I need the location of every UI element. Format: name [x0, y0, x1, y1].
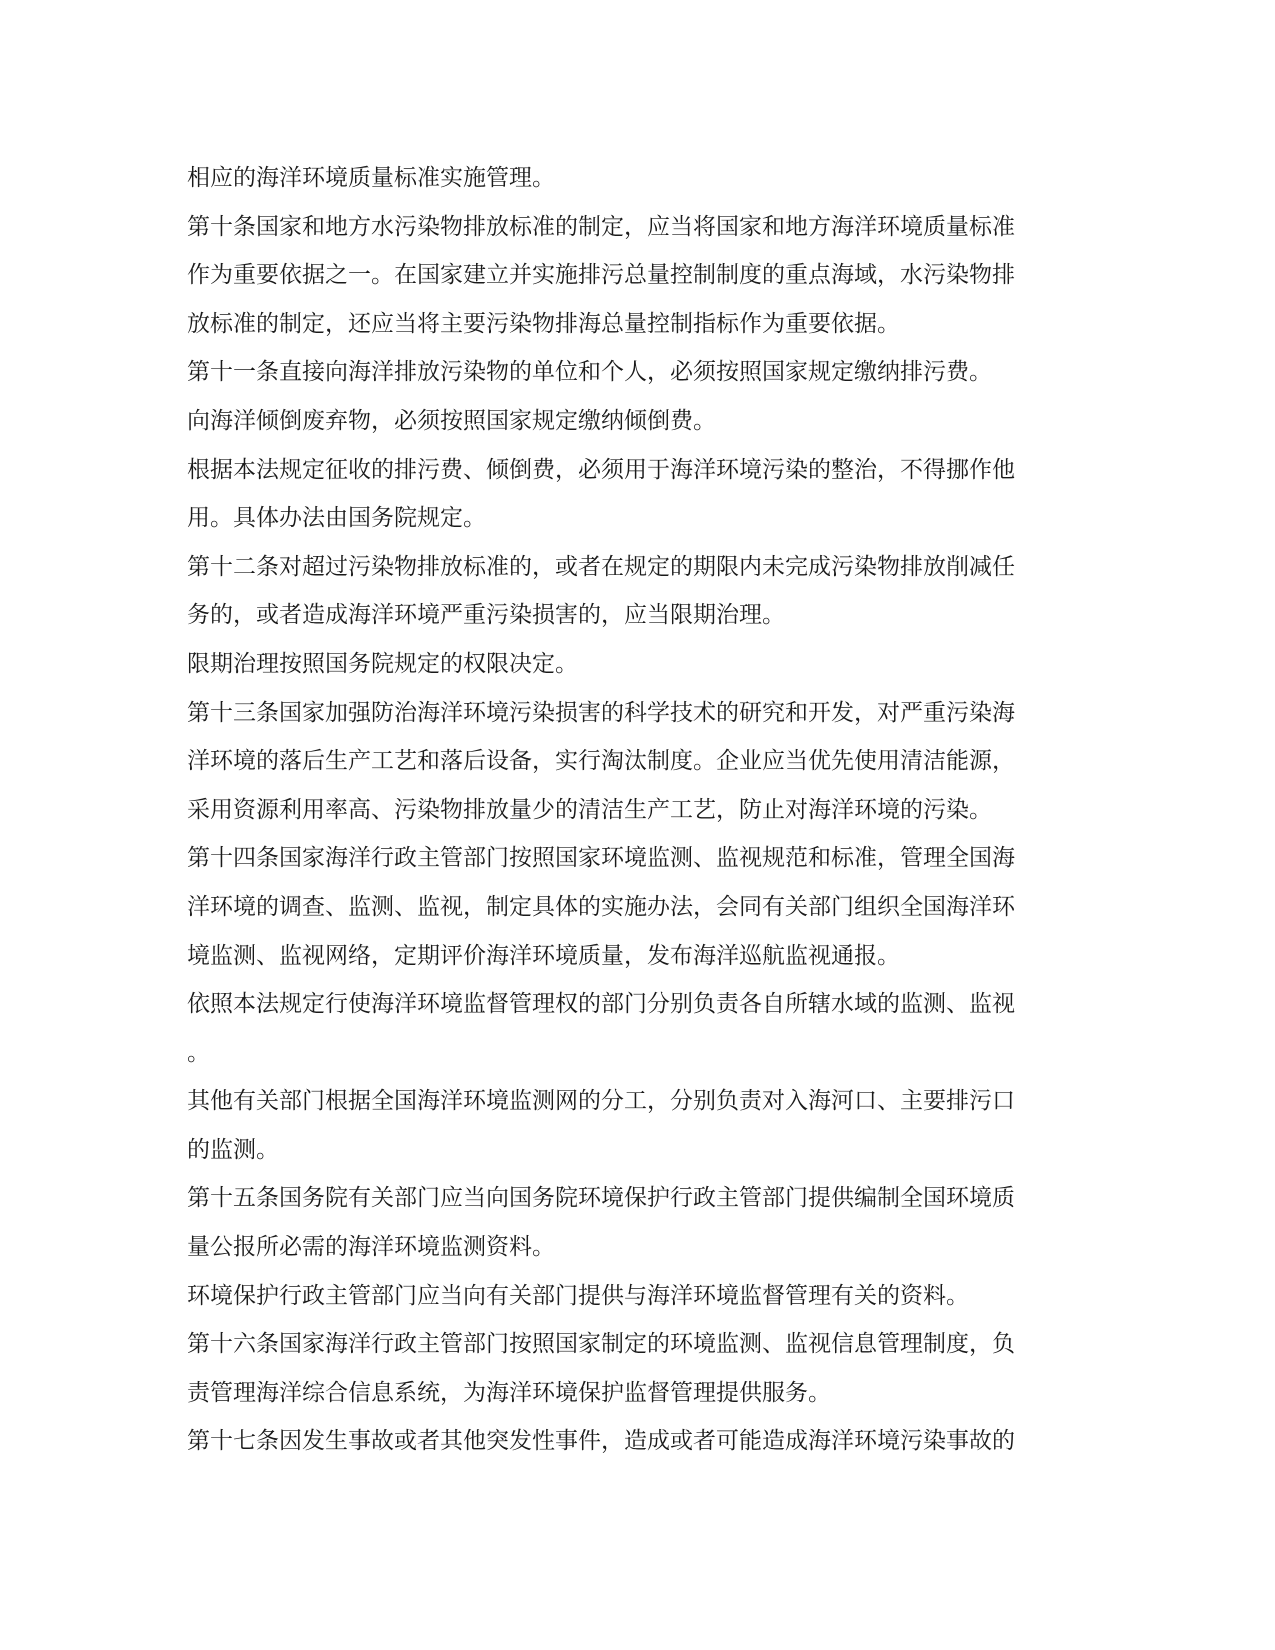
text-line: 的监测。	[187, 1136, 279, 1163]
body-text	[187, 154, 1087, 1466]
text-line: 向海洋倾倒废弃物，必须按照国家规定缴纳倾倒费。	[187, 407, 716, 434]
text-line: 洋环境的落后生产工艺和落后设备，实行淘汰制度。企业应当优先使用清洁能源，	[187, 748, 1015, 775]
text-line: 第十三条国家加强防治海洋环境污染损害的科学技术的研究和开发，对严重污染海	[187, 699, 1015, 726]
text-line: 环境保护行政主管部门应当向有关部门提供与海洋环境监督管理有关的资料。	[187, 1282, 969, 1309]
text-line: 相应的海洋环境质量标准实施管理。	[187, 165, 555, 191]
text-line: 责管理海洋综合信息系统，为海洋环境保护监督管理提供服务。	[187, 1379, 831, 1406]
text-line: 采用资源利用率高、污染物排放量少的清洁生产工艺，防止对海洋环境的污染。	[187, 796, 992, 823]
text-line: 洋环境的调查、监测、监视，制定具体的实施办法，会同有关部门组织全国海洋环	[187, 893, 1015, 920]
text-line: 依照本法规定行使海洋环境监督管理权的部门分别负责各自所辖水域的监测、监视	[187, 991, 1015, 1018]
text-line: 作为重要依据之一。在国家建立并实施排污总量控制制度的重点海域，水污染物排	[187, 262, 1015, 289]
text-line: 限期治理按照国务院规定的权限决定。	[187, 650, 578, 677]
text-line: 其他有关部门根据全国海洋环境监测网的分工，分别负责对入海河口、主要排污口	[187, 1088, 1015, 1115]
text-line: 务的，或者造成海洋环境严重污染损害的，应当限期治理。	[187, 602, 785, 629]
text-line: 境监测、监视网络，定期评价海洋环境质量，发布海洋巡航监视通报。	[187, 942, 900, 969]
text-line: 放标准的制定，还应当将主要污染物排海总量控制指标作为重要依据。	[187, 310, 900, 337]
text-line: 第十六条国家海洋行政主管部门按照国家制定的环境监测、监视信息管理制度，负	[187, 1331, 1015, 1358]
text-line: 第十五条国务院有关部门应当向国务院环境保护行政主管部门提供编制全国环境质	[187, 1185, 1015, 1212]
text-line: 量公报所必需的海洋环境监测资料。	[187, 1234, 555, 1261]
text-line: 用。具体办法由国务院规定。	[187, 505, 486, 532]
text-line: 第十条国家和地方水污染物排放标准的制定，应当将国家和地方海洋环境质量标准	[187, 213, 1015, 240]
text-line: 第十一条直接向海洋排放污染物的单位和个人，必须按照国家规定缴纳排污费。	[187, 359, 992, 386]
text-line: 根据本法规定征收的排污费、倾倒费，必须用于海洋环境污染的整治，不得挪作他	[187, 456, 1015, 483]
text-line: 。	[187, 1039, 210, 1066]
text-line: 第十二条对超过污染物排放标准的，或者在规定的期限内未完成污染物排放削减任	[187, 553, 1015, 580]
text-line: 第十四条国家海洋行政主管部门按照国家环境监测、监视规范和标准，管理全国海	[187, 845, 1015, 872]
text-line: 第十七条因发生事故或者其他突发性事件，造成或者可能造成海洋环境污染事故的	[187, 1428, 1015, 1455]
